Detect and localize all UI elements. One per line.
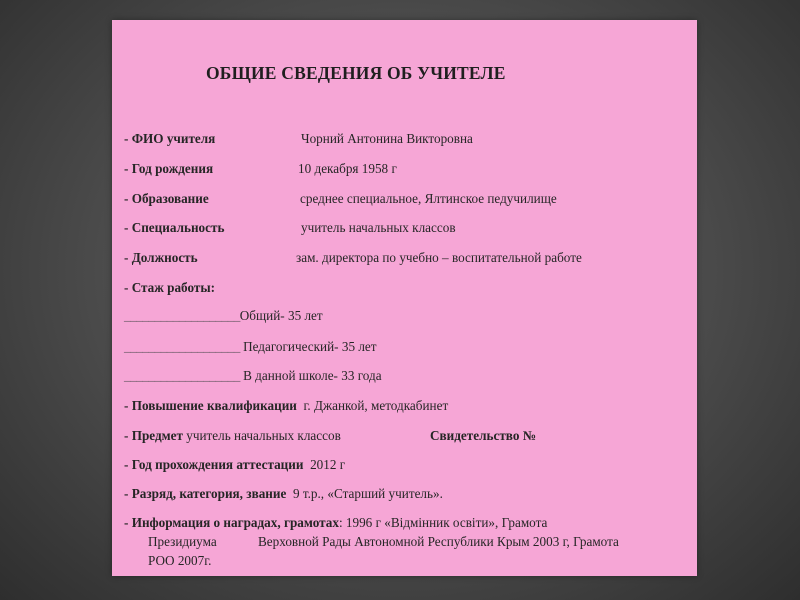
field-row-rank (124, 486, 443, 502)
experience-text: Общий- 35 лет (239, 308, 323, 323)
field-label: - Специальность (124, 220, 225, 235)
field-row-subject (124, 428, 536, 444)
awards-continuation-a: Президиума (148, 534, 217, 549)
experience-text: Педагогический- 35 лет (243, 339, 377, 354)
field-value: учитель начальных классов (301, 220, 456, 235)
experience-text: В данной школе- 33 года (243, 368, 382, 383)
experience-item-pedagogical (124, 339, 377, 355)
field-label: - ФИО учителя (124, 131, 216, 146)
field-label: - Разряд, категория, звание (124, 486, 287, 501)
field-label: - Повышение квалификации (124, 398, 297, 413)
field-value: 10 декабря 1958 г (298, 161, 397, 176)
blank-line: ___________________ (124, 308, 240, 323)
field-label: - Год прохождения аттестации (124, 457, 304, 472)
certificate-label: Свидетельство № (430, 428, 536, 443)
field-value: г. Джанкой, методкабинет (303, 398, 449, 413)
awards-continuation-b: Верховной Рады Автономной Республики Крым 2003 г, Грамота (258, 534, 619, 549)
field-value: 2012 г (310, 457, 346, 472)
field-label: - Год рождения (124, 161, 214, 176)
field-label: - Информация о наградах, грамотах (124, 515, 339, 530)
field-value: учитель начальных классов (186, 428, 341, 443)
field-value: : 1996 г «Відмінник освіти», Грамота (338, 515, 548, 530)
field-value: среднее специальное, Ялтинское педучилище (300, 191, 557, 206)
awards-continuation-c: РОО 2007г. (148, 553, 212, 568)
experience-item-total (124, 308, 323, 324)
page-title: ОБЩИЕ СВЕДЕНИЯ ОБ УЧИТЕЛЕ (206, 63, 506, 83)
blank-line: ___________________ (124, 368, 240, 383)
field-row-attestation (124, 457, 345, 473)
field-row-awards (124, 515, 547, 531)
experience-item-school (124, 368, 382, 384)
field-label: - Предмет (124, 428, 183, 443)
document-sheet (112, 20, 697, 576)
field-value: зам. директора по учебно – воспитательной работе (296, 250, 582, 265)
field-value: Чорний Антонина Викторовна (301, 131, 473, 146)
field-label: - Образование (124, 191, 209, 206)
field-label: - Стаж работы: (124, 280, 216, 295)
field-label: - Должность (124, 250, 198, 265)
field-value: 9 т.р., «Старший учитель». (292, 486, 443, 501)
blank-line: ___________________ (124, 339, 240, 354)
field-row-qualification (124, 398, 448, 414)
